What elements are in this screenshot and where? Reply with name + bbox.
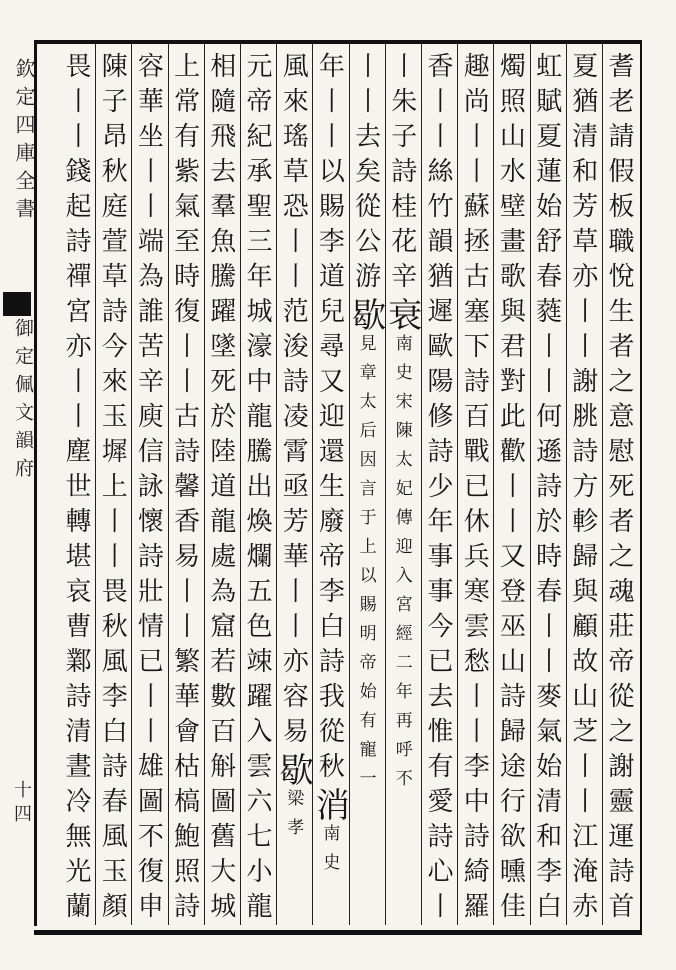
text-column bbox=[63, 52, 89, 927]
column-divider bbox=[602, 44, 603, 925]
text-column bbox=[345, 52, 386, 798]
column-divider bbox=[421, 44, 422, 925]
column-text: 燭照山水壁畫歌與君對此歡丨丨又登巫山詩歸途行欲曛佳 bbox=[495, 52, 526, 927]
text-column bbox=[309, 52, 350, 882]
headword: 消 bbox=[309, 787, 350, 824]
column-divider bbox=[385, 44, 386, 925]
column-text: 相隨飛去羣魚騰躍墜死於陸道龍處為窟若數百斛圖舊大城 bbox=[205, 52, 236, 927]
text-column bbox=[495, 52, 526, 927]
column-text: 趣尚丨丨蘇拯古塞下詩百戰已休兵寒雲愁丨丨李中詩綺羅 bbox=[459, 52, 490, 927]
column-divider bbox=[457, 44, 458, 925]
text-column bbox=[425, 52, 451, 927]
text-column bbox=[273, 52, 314, 847]
column-text: 虹賦夏蓮始舒春蕤丨丨何遜詩於時春丨丨麥氣始清和李白 bbox=[531, 52, 562, 927]
text-column bbox=[567, 52, 598, 927]
column-text: 畏丨丨錢起詩禪宮亦丨丨塵世轉堪哀曹鄴詩清晝冷無光蘭 bbox=[61, 52, 91, 927]
column-divider bbox=[204, 44, 205, 925]
headword: 衰 bbox=[381, 297, 422, 334]
text-column bbox=[531, 52, 562, 927]
column-divider bbox=[168, 44, 169, 925]
text-column bbox=[133, 52, 164, 927]
margin-book-title: 欽定四庫全書 bbox=[12, 58, 36, 226]
column-divider bbox=[312, 44, 313, 925]
text-column bbox=[244, 52, 270, 927]
column-text: 香丨丨絲竹韻猶遲歐陽修詩少年事事今已去惟有愛詩心丨 bbox=[423, 52, 453, 927]
margin-volume-title: 御定佩文韻府 bbox=[12, 318, 34, 486]
annotation-text: 南史 bbox=[319, 824, 340, 882]
margin-fishtail-mark bbox=[3, 292, 31, 316]
text-column bbox=[381, 52, 422, 798]
column-text: 夏猶清和芳草亦丨丨謝脁詩方軫歸與顧故山芝丨丨江淹赤 bbox=[567, 52, 598, 927]
column-divider bbox=[240, 44, 241, 925]
column-divider bbox=[530, 44, 531, 925]
column-text: 丨朱子詩桂花辛 bbox=[386, 52, 417, 297]
annotation-text: 見章太后因言于上以賜明帝始有寵一 bbox=[355, 334, 376, 798]
headword: 歇 bbox=[345, 297, 386, 334]
column-divider bbox=[566, 44, 567, 925]
column-text: 容華坐丨丨端為誰苦辛庾信詠懷詩壯情已丨丨雄圖不復申 bbox=[133, 52, 164, 927]
column-text: 上常有紫氣至時復丨丨古詩馨香易丨丨繁華會枯槁鮑照詩 bbox=[169, 52, 200, 927]
headword: 歇 bbox=[273, 752, 314, 789]
annotation-text: 梁孝 bbox=[283, 789, 304, 847]
column-divider bbox=[95, 44, 96, 925]
text-column bbox=[459, 52, 490, 927]
column-text: 丨丨去矣從公游 bbox=[350, 52, 381, 297]
column-text: 元帝紀承聖三年城濠中龍騰出煥爛五色竦躍入雲六七小龍 bbox=[242, 52, 272, 927]
column-text: 年丨丨以賜李道兒尋又迎還生廢帝李白詩我從秋 bbox=[314, 52, 345, 787]
text-column bbox=[606, 52, 632, 927]
page-number: 十四 bbox=[11, 780, 32, 828]
annotation-text: 南史宋陳太妃傳迎入宮經二年再呼不 bbox=[391, 334, 412, 798]
text-column bbox=[169, 52, 200, 927]
column-text: 陳子昂秋庭萱草詩今來玉墀上丨丨畏秋風李白詩春風玉顏 bbox=[97, 52, 128, 927]
column-divider bbox=[131, 44, 132, 925]
column-text: 耆老請假板職悅生者之意慰死者之魂莊帝從之謝靈運詩首 bbox=[604, 52, 634, 927]
text-column bbox=[97, 52, 128, 927]
column-text: 風來瑤草恐丨丨范浚詩凌霄亟芳華丨丨亦容易 bbox=[278, 52, 309, 752]
text-column bbox=[205, 52, 236, 927]
column-divider bbox=[276, 44, 277, 925]
column-divider bbox=[493, 44, 494, 925]
